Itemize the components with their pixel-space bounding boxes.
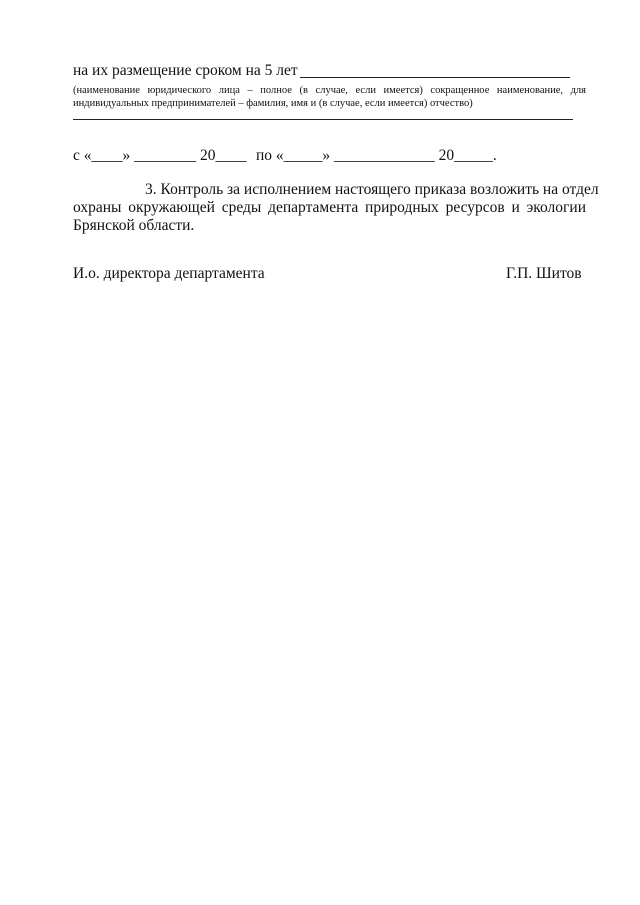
intro-underline bbox=[300, 77, 570, 78]
paragraph-3-line-2: охраны окружающей среды департамента природных ресурсов и экологии bbox=[73, 199, 586, 216]
intro-line: на их размещение сроком на 5 лет bbox=[73, 62, 298, 79]
period-to: по «_____» _____________ 20_____. bbox=[256, 147, 497, 164]
caption-underline bbox=[73, 119, 573, 120]
caption-line-1: (наименование юридического лица – полное (в случае, если имеется) сокращенное наименование, для bbox=[73, 85, 586, 96]
period-from: с «____» ________ 20____ bbox=[73, 147, 247, 164]
paragraph-3-line-1: 3. Контроль за исполнением настоящего приказа возложить на отдел bbox=[145, 181, 599, 198]
signature-name: Г.П. Шитов bbox=[506, 265, 582, 282]
caption-line-2: индивидуальных предпринимателей – фамилия, имя и (в случае, если имеется) отчество) bbox=[73, 98, 473, 109]
signature-position: И.о. директора департамента bbox=[73, 265, 265, 282]
paragraph-3-line-3: Брянской области. bbox=[73, 217, 195, 234]
